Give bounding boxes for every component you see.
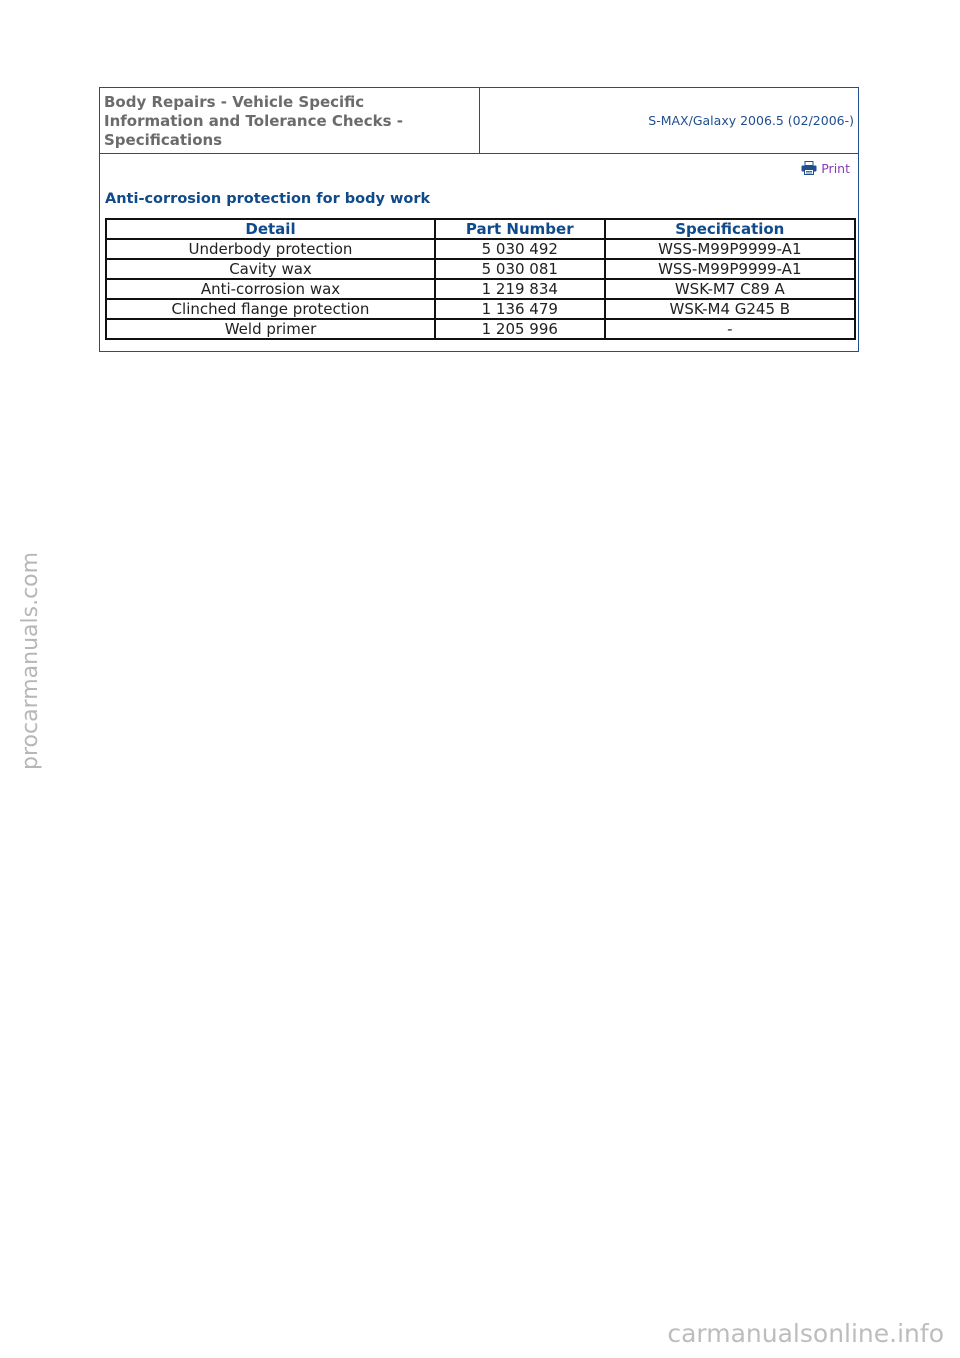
print-button[interactable] bbox=[801, 161, 850, 176]
table-header-row bbox=[106, 219, 855, 239]
cell-specification: WSK-M4 G245 B bbox=[605, 299, 855, 319]
cell-part-number: 5 030 081 bbox=[435, 259, 605, 279]
table-row bbox=[106, 259, 855, 279]
model-info bbox=[480, 88, 858, 153]
specification-table bbox=[105, 218, 856, 340]
document-page bbox=[99, 87, 859, 352]
title-line-1: Body Repairs - Vehicle Specific bbox=[104, 93, 365, 111]
side-watermark: procarmanuals.com bbox=[18, 551, 43, 770]
table-row bbox=[106, 299, 855, 319]
table-row bbox=[106, 279, 855, 299]
cell-part-number: 1 219 834 bbox=[435, 279, 605, 299]
print-row bbox=[100, 154, 858, 177]
cell-part-number: 1 136 479 bbox=[435, 299, 605, 319]
section-title: Anti-corrosion protection for body work bbox=[105, 191, 431, 207]
cell-part-number: 5 030 492 bbox=[435, 239, 605, 259]
document-header bbox=[100, 88, 858, 154]
cell-specification: - bbox=[605, 319, 855, 339]
cell-part-number: 1 205 996 bbox=[435, 319, 605, 339]
cell-detail: Cavity wax bbox=[106, 259, 435, 279]
bottom-watermark: carmanualsonline.info bbox=[667, 1319, 944, 1348]
column-header-detail: Detail bbox=[106, 219, 435, 239]
cell-detail: Anti-corrosion wax bbox=[106, 279, 435, 299]
cell-detail: Weld primer bbox=[106, 319, 435, 339]
document-title bbox=[100, 88, 480, 153]
cell-specification: WSS-M99P9999-A1 bbox=[605, 259, 855, 279]
table-row bbox=[106, 239, 855, 259]
title-line-3: Specifications bbox=[104, 131, 223, 149]
title-line-2: Information and Tolerance Checks - bbox=[104, 112, 403, 130]
cell-detail: Underbody protection bbox=[106, 239, 435, 259]
cell-specification: WSS-M99P9999-A1 bbox=[605, 239, 855, 259]
print-label: Print bbox=[821, 160, 850, 176]
column-header-part-number: Part Number bbox=[435, 219, 605, 239]
cell-detail: Clinched flange protection bbox=[106, 299, 435, 319]
table-row bbox=[106, 319, 855, 339]
model-label: S-MAX/Galaxy 2006.5 (02/2006-) bbox=[648, 113, 854, 128]
printer-icon bbox=[801, 161, 817, 175]
column-header-specification: Specification bbox=[605, 219, 855, 239]
cell-specification: WSK-M7 C89 A bbox=[605, 279, 855, 299]
